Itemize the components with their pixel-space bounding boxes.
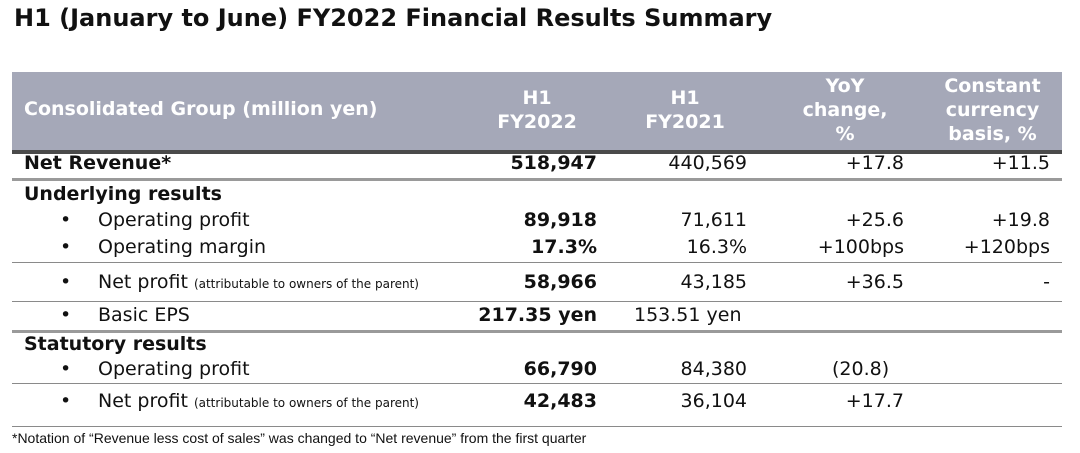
row-label: Operating profit [98,209,250,231]
row-label: Net Revenue* [24,152,172,174]
table-row-statutory-operating-profit [12,358,1062,384]
value-h1-fy2021: 43,185 [680,271,747,293]
value-yoy: +36.5 [845,271,904,293]
header-group-label: Consolidated Group (million yen) [24,98,378,120]
bullet: • [60,304,72,326]
header-yoy-change: YoY change, % [802,75,888,145]
row-label [98,390,419,412]
table-row-net-profit [12,271,1062,302]
row-label: Basic EPS [98,304,190,326]
value-yoy: +17.8 [845,152,904,174]
value-h1-fy2021: 153.51 yen [634,304,742,326]
header-constant-currency: Constant currency basis, % [944,75,1041,145]
row-label-note: (attributable to owners of the parent) [193,277,419,291]
bullet: • [60,209,72,231]
section-statutory-results [12,333,1062,357]
value-constant-currency: +120bps [963,236,1050,258]
value-h1-fy2022: 58,966 [523,271,597,293]
row-label: Operating margin [98,236,267,258]
value-h1-fy2022: 66,790 [523,358,597,380]
table-row-net-revenue [12,152,1062,181]
value-yoy: +100bps [817,236,904,258]
value-yoy: +17.7 [845,390,904,412]
value-h1-fy2021: 36,104 [680,390,747,412]
table-row-statutory-net-profit [12,390,1062,416]
value-constant-currency: +19.8 [991,209,1050,231]
value-h1-fy2021: 71,611 [680,209,747,231]
header-h1-fy2022: H1 FY2022 [497,87,577,133]
row-label-note: (attributable to owners of the parent) [193,396,419,410]
value-h1-fy2021: 440,569 [668,152,747,174]
value-h1-fy2021: 16.3% [686,236,747,258]
value-constant-currency: +11.5 [991,152,1050,174]
value-constant-currency: - [1043,271,1050,293]
bullet: • [60,236,72,258]
row-label-text: Net profit [98,271,188,293]
page-title: H1 (January to June) FY2022 Financial Results Summary [14,4,773,32]
section-label: Statutory results [24,333,207,355]
value-h1-fy2022: 89,918 [523,209,597,231]
value-h1-fy2022: 17.3% [531,236,597,258]
value-h1-fy2021: 84,380 [680,358,747,380]
footnote: *Notation of “Revenue less cost of sales” was changed to “Net revenue” from the first quarter [12,426,1062,446]
section-label: Underlying results [24,183,222,205]
table-row-operating-profit [12,209,1062,234]
bullet: • [60,390,72,412]
row-label: Operating profit [98,358,250,380]
value-h1-fy2022: 518,947 [510,152,597,174]
value-yoy: +25.6 [845,209,904,231]
header-h1-fy2021: H1 FY2021 [645,87,725,133]
table-row-operating-margin [12,236,1062,263]
bullet: • [60,358,72,380]
section-underlying-results [12,183,1062,207]
table-row-basic-eps [12,304,1062,333]
value-h1-fy2022: 42,483 [523,390,597,412]
bullet: • [60,271,72,293]
value-h1-fy2022: 217.35 yen [478,304,597,326]
value-yoy: (20.8) [832,358,890,380]
table-header [12,72,1062,154]
row-label-text: Net profit [98,390,188,412]
row-label [98,271,419,293]
